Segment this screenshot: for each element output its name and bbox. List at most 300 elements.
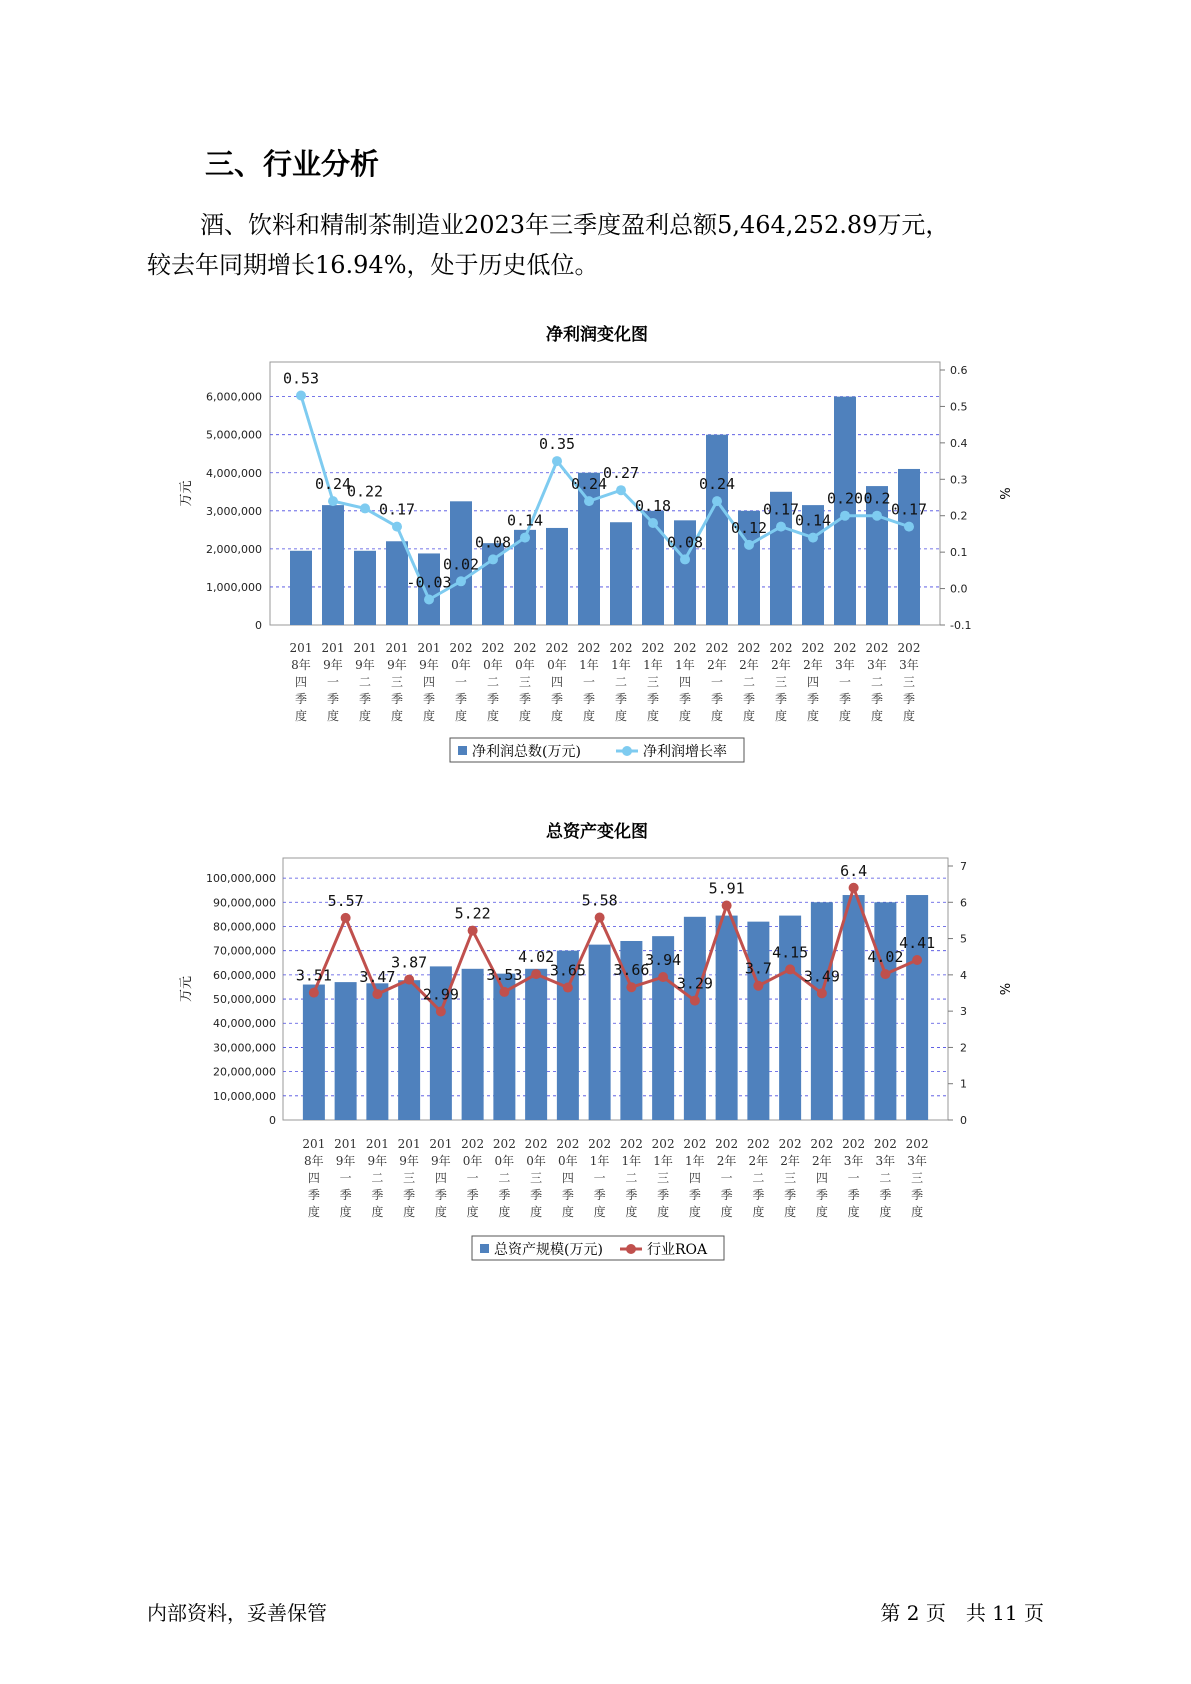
profit-line-point bbox=[360, 503, 370, 513]
assets-category-label: 二 bbox=[879, 1171, 892, 1185]
assets-y2-axis-label: % bbox=[996, 982, 1011, 996]
profit-category-label: 度 bbox=[390, 709, 404, 723]
assets-category-label: 季 bbox=[593, 1188, 606, 1202]
profit-line-point bbox=[328, 496, 338, 506]
assets-category-label: 度 bbox=[371, 1205, 384, 1219]
assets-y2-tick-label: 3 bbox=[960, 1005, 967, 1019]
assets-line-point bbox=[499, 987, 509, 997]
assets-data-label: 5.58 bbox=[581, 891, 618, 910]
profit-data-label: 0.14 bbox=[794, 511, 832, 530]
assets-line-point bbox=[626, 982, 636, 992]
profit-data-label: 0.08 bbox=[666, 533, 704, 552]
profit-category-label: 二 bbox=[742, 675, 756, 689]
profit-data-label: 0.35 bbox=[538, 435, 576, 454]
profit-category-label: 季 bbox=[582, 692, 596, 706]
profit-category-label: 202 bbox=[577, 641, 601, 655]
profit-bar bbox=[290, 551, 312, 625]
profit-category-label: 202 bbox=[897, 641, 921, 655]
profit-category-label: 1年 bbox=[611, 658, 631, 672]
profit-category-label: 二 bbox=[614, 675, 628, 689]
assets-category-label: 四 bbox=[815, 1171, 828, 1185]
assets-y2-tick-label: 6 bbox=[960, 896, 967, 910]
profit-bar bbox=[898, 469, 920, 625]
profit-y2-axis-label: % bbox=[996, 487, 1011, 500]
profit-category-label: 202 bbox=[801, 641, 825, 655]
assets-y-tick-label: 100,000,000 bbox=[206, 872, 276, 886]
assets-category-label: 202 bbox=[683, 1137, 707, 1151]
assets-category-label: 202 bbox=[556, 1137, 580, 1151]
assets-y-tick-label: 40,000,000 bbox=[213, 1017, 276, 1031]
assets-category-label: 二 bbox=[498, 1171, 511, 1185]
assets-category-label: 201 bbox=[365, 1137, 389, 1151]
profit-category-label: 季 bbox=[774, 692, 788, 706]
assets-line-point bbox=[785, 964, 795, 974]
profit-category-label: 201 bbox=[385, 641, 409, 655]
profit-y-tick-label: 3,000,000 bbox=[206, 504, 262, 518]
footer-confidential: 内部资料，妥善保管 bbox=[147, 1601, 327, 1625]
assets-data-label: 3.87 bbox=[391, 953, 428, 972]
assets-category-label: 0年 bbox=[462, 1154, 483, 1168]
profit-category-label: 202 bbox=[833, 641, 857, 655]
assets-line-point bbox=[372, 989, 382, 999]
profit-category-label: 8年 bbox=[291, 658, 311, 672]
assets-category-label: 季 bbox=[403, 1188, 416, 1202]
profit-category-label: 季 bbox=[390, 692, 404, 706]
profit-y2-tick-label: 0.2 bbox=[950, 509, 968, 523]
assets-legend-line-label: 行业ROA bbox=[647, 1242, 708, 1258]
profit-category-label: 季 bbox=[486, 692, 500, 706]
assets-category-label: 度 bbox=[561, 1205, 574, 1219]
profit-bar bbox=[610, 522, 632, 625]
profit-category-label: 一 bbox=[710, 675, 724, 689]
profit-data-label: 0.24 bbox=[314, 475, 352, 494]
profit-data-label: 0.24 bbox=[698, 475, 736, 494]
profit-y-axis-label: 万元 bbox=[179, 480, 194, 507]
assets-legend-line-marker bbox=[626, 1244, 636, 1254]
assets-category-label: 季 bbox=[530, 1188, 543, 1202]
assets-line-point bbox=[309, 988, 319, 998]
assets-category-label: 季 bbox=[434, 1188, 447, 1202]
profit-category-label: 度 bbox=[614, 709, 628, 723]
assets-bar bbox=[398, 980, 420, 1120]
assets-category-label: 季 bbox=[879, 1188, 892, 1202]
assets-category-label: 202 bbox=[492, 1137, 516, 1151]
assets-category-label: 四 bbox=[561, 1171, 574, 1185]
profit-line-point bbox=[744, 540, 754, 550]
assets-category-label: 一 bbox=[339, 1171, 352, 1185]
assets-bar bbox=[335, 982, 357, 1120]
assets-category-label: 四 bbox=[688, 1171, 701, 1185]
assets-line-point bbox=[658, 972, 668, 982]
profit-bar bbox=[546, 528, 568, 625]
assets-category-label: 度 bbox=[530, 1205, 543, 1219]
assets-category-label: 度 bbox=[403, 1205, 416, 1219]
profit-category-label: 三 bbox=[774, 675, 788, 689]
assets-category-label: 9年 bbox=[367, 1154, 388, 1168]
assets-legend-bar-swatch bbox=[480, 1244, 489, 1253]
profit-line-point bbox=[520, 533, 530, 543]
assets-category-label: 度 bbox=[657, 1205, 670, 1219]
assets-category-label: 度 bbox=[847, 1205, 860, 1219]
profit-category-label: 0年 bbox=[515, 658, 535, 672]
profit-category-label: 2年 bbox=[707, 658, 727, 672]
assets-data-label: 4.15 bbox=[772, 943, 809, 962]
profit-line-point bbox=[712, 496, 722, 506]
profit-data-label: 0.02 bbox=[442, 555, 480, 574]
assets-y-tick-label: 90,000,000 bbox=[213, 896, 276, 910]
assets-y-axis-label: 万元 bbox=[179, 975, 194, 1003]
assets-category-label: 季 bbox=[307, 1188, 320, 1202]
assets-line-point bbox=[912, 955, 922, 965]
profit-category-label: 201 bbox=[353, 641, 377, 655]
assets-category-label: 0年 bbox=[526, 1154, 546, 1168]
assets-y2-tick-label: 2 bbox=[960, 1041, 967, 1055]
profit-data-label: 0.27 bbox=[602, 464, 640, 483]
assets-category-label: 1年 bbox=[685, 1154, 705, 1168]
assets-y2-tick-label: 7 bbox=[960, 860, 967, 873]
profit-category-label: 202 bbox=[769, 641, 793, 655]
assets-category-label: 202 bbox=[905, 1137, 929, 1151]
assets-line-point bbox=[563, 983, 573, 993]
assets-category-label: 3年 bbox=[843, 1154, 864, 1168]
profit-category-label: 1年 bbox=[675, 658, 695, 672]
assets-category-label: 201 bbox=[334, 1137, 358, 1151]
profit-category-label: 202 bbox=[705, 641, 729, 655]
assets-category-label: 9年 bbox=[335, 1154, 356, 1168]
assets-y-tick-label: 70,000,000 bbox=[213, 944, 276, 958]
profit-data-label: 0.24 bbox=[570, 475, 608, 494]
profit-line-point bbox=[648, 518, 658, 528]
profit-data-label: -0.03 bbox=[406, 573, 452, 592]
assets-line-point bbox=[595, 913, 605, 923]
assets-chart-title: 总资产变化图 bbox=[546, 822, 648, 842]
profit-y2-tick-label: 0.1 bbox=[950, 546, 968, 560]
profit-line-point bbox=[680, 554, 690, 564]
assets-category-label: 四 bbox=[307, 1171, 320, 1185]
profit-category-label: 季 bbox=[454, 692, 468, 706]
assets-y-tick-label: 80,000,000 bbox=[213, 920, 276, 934]
assets-data-label: 4.02 bbox=[518, 948, 555, 967]
profit-data-label: 0.17 bbox=[890, 500, 928, 519]
profit-category-label: 四 bbox=[422, 675, 436, 689]
profit-category-label: 度 bbox=[710, 709, 724, 723]
assets-category-label: 度 bbox=[625, 1205, 638, 1219]
profit-data-label: 0.17 bbox=[378, 500, 416, 519]
profit-line-point bbox=[840, 511, 850, 521]
assets-category-label: 202 bbox=[651, 1137, 675, 1151]
assets-line-point bbox=[880, 969, 890, 979]
assets-category-label: 202 bbox=[746, 1137, 770, 1151]
assets-category-label: 度 bbox=[752, 1205, 765, 1219]
profit-category-label: 度 bbox=[742, 709, 756, 723]
assets-category-label: 1年 bbox=[653, 1154, 673, 1168]
assets-data-label: 5.91 bbox=[708, 879, 745, 898]
profit-legend-bar-label: 净利润总数(万元) bbox=[472, 744, 581, 760]
assets-line-point bbox=[690, 996, 700, 1006]
profit-legend-line-marker bbox=[622, 746, 632, 756]
assets-category-label: 1年 bbox=[621, 1154, 642, 1168]
assets-category-label: 季 bbox=[815, 1188, 828, 1202]
profit-category-label: 0年 bbox=[451, 658, 471, 672]
assets-category-label: 度 bbox=[339, 1205, 352, 1219]
assets-bar bbox=[589, 945, 611, 1120]
profit-category-label: 二 bbox=[486, 675, 500, 689]
profit-category-label: 三 bbox=[390, 675, 404, 689]
assets-category-label: 9年 bbox=[399, 1154, 419, 1168]
assets-category-label: 度 bbox=[434, 1205, 447, 1219]
profit-line-point bbox=[488, 554, 498, 564]
profit-category-label: 四 bbox=[550, 675, 564, 689]
assets-y-tick-label: 20,000,000 bbox=[213, 1065, 276, 1079]
assets-category-label: 202 bbox=[619, 1137, 643, 1151]
profit-category-label: 202 bbox=[737, 641, 761, 655]
assets-category-label: 度 bbox=[593, 1205, 606, 1219]
profit-category-label: 3年 bbox=[835, 658, 855, 672]
assets-category-label: 度 bbox=[815, 1205, 828, 1219]
profit-category-label: 度 bbox=[454, 709, 468, 723]
profit-category-label: 度 bbox=[582, 709, 596, 723]
profit-category-label: 季 bbox=[326, 692, 340, 706]
profit-category-label: 2年 bbox=[739, 658, 759, 672]
paragraph-line-1: 酒、饮料和精制茶制造业2023年三季度盈利总额5,464,252.89万元， bbox=[200, 211, 950, 239]
assets-category-label: 8年 bbox=[304, 1154, 324, 1168]
profit-category-label: 201 bbox=[321, 641, 345, 655]
assets-line-point bbox=[468, 926, 478, 936]
assets-category-label: 201 bbox=[429, 1137, 453, 1151]
profit-data-label: 0.2 bbox=[863, 489, 891, 508]
assets-line-point bbox=[436, 1007, 446, 1017]
assets-category-label: 202 bbox=[842, 1137, 866, 1151]
profit-category-label: 季 bbox=[518, 692, 532, 706]
profit-data-label: 0.14 bbox=[506, 511, 544, 530]
profit-y-tick-label: 0 bbox=[255, 619, 262, 632]
profit-line-point bbox=[872, 511, 882, 521]
profit-category-label: 202 bbox=[481, 641, 505, 655]
assets-category-label: 二 bbox=[625, 1171, 638, 1185]
assets-line-point bbox=[753, 981, 763, 991]
profit-legend-bar-swatch bbox=[458, 746, 467, 755]
assets-category-label: 三 bbox=[911, 1171, 924, 1185]
assets-bar bbox=[525, 969, 547, 1120]
profit-y-tick-label: 4,000,000 bbox=[206, 466, 262, 480]
profit-y-tick-label: 1,000,000 bbox=[206, 580, 262, 594]
assets-category-label: 202 bbox=[810, 1137, 834, 1151]
assets-line-point bbox=[817, 988, 827, 998]
profit-line-point bbox=[424, 595, 434, 605]
assets-category-label: 度 bbox=[688, 1205, 701, 1219]
assets-y2-tick-label: 4 bbox=[960, 968, 967, 982]
profit-y2-tick-label: 0.6 bbox=[950, 364, 968, 377]
assets-category-label: 季 bbox=[339, 1188, 352, 1202]
profit-category-label: 季 bbox=[742, 692, 756, 706]
profit-category-label: 3年 bbox=[867, 658, 887, 672]
profit-category-label: 201 bbox=[417, 641, 441, 655]
assets-category-label: 2年 bbox=[748, 1154, 769, 1168]
profit-line-point bbox=[904, 522, 914, 532]
profit-category-label: 季 bbox=[614, 692, 628, 706]
assets-data-label: 2.99 bbox=[422, 985, 459, 1004]
assets-bar bbox=[303, 985, 325, 1120]
assets-bar bbox=[684, 917, 706, 1120]
profit-category-label: 度 bbox=[646, 709, 660, 723]
profit-bar bbox=[578, 473, 600, 625]
profit-category-label: 度 bbox=[550, 709, 564, 723]
profit-category-label: 季 bbox=[838, 692, 852, 706]
profit-category-label: 9年 bbox=[355, 658, 375, 672]
profit-category-label: 一 bbox=[838, 675, 852, 689]
profit-data-label: 0.20 bbox=[826, 489, 864, 508]
assets-y2-tick-label: 0 bbox=[960, 1114, 967, 1127]
assets-data-label: 3.53 bbox=[486, 965, 523, 984]
profit-category-label: 202 bbox=[449, 641, 473, 655]
assets-bar bbox=[366, 983, 388, 1120]
profit-line-point bbox=[456, 576, 466, 586]
assets-category-label: 三 bbox=[403, 1171, 416, 1185]
assets-category-label: 季 bbox=[847, 1188, 860, 1202]
assets-data-label: 3.47 bbox=[359, 968, 396, 987]
assets-category-label: 季 bbox=[466, 1188, 479, 1202]
profit-category-label: 三 bbox=[902, 675, 916, 689]
assets-category-label: 度 bbox=[498, 1205, 511, 1219]
assets-category-label: 三 bbox=[784, 1171, 797, 1185]
profit-category-label: 三 bbox=[518, 675, 532, 689]
assets-category-label: 202 bbox=[778, 1137, 802, 1151]
profit-category-label: 9年 bbox=[323, 658, 343, 672]
assets-category-label: 二 bbox=[371, 1171, 384, 1185]
profit-data-label: 0.18 bbox=[634, 497, 672, 515]
assets-category-label: 季 bbox=[561, 1188, 574, 1202]
profit-category-label: 202 bbox=[609, 641, 633, 655]
profit-category-label: 度 bbox=[486, 709, 500, 723]
profit-category-label: 四 bbox=[294, 675, 308, 689]
profit-category-label: 度 bbox=[358, 709, 372, 723]
profit-category-label: 季 bbox=[358, 692, 372, 706]
assets-legend-bar-label: 总资产规模(万元) bbox=[494, 1242, 603, 1258]
profit-line-point bbox=[776, 522, 786, 532]
profit-line-point bbox=[584, 496, 594, 506]
assets-line-point bbox=[722, 901, 732, 911]
footer-page-number: 第 2 页 共 11 页 bbox=[880, 1601, 1044, 1625]
profit-category-label: 季 bbox=[646, 692, 660, 706]
profit-category-label: 度 bbox=[678, 709, 692, 723]
profit-bar bbox=[322, 505, 344, 625]
profit-y-tick-label: 6,000,000 bbox=[206, 390, 262, 404]
assets-y-tick-label: 0 bbox=[269, 1114, 276, 1127]
assets-category-label: 1年 bbox=[589, 1154, 610, 1168]
profit-category-label: 度 bbox=[326, 709, 340, 723]
assets-category-label: 3年 bbox=[907, 1154, 927, 1168]
assets-category-label: 季 bbox=[657, 1188, 670, 1202]
assets-line-point bbox=[849, 883, 859, 893]
assets-category-label: 202 bbox=[715, 1137, 739, 1151]
assets-category-label: 度 bbox=[307, 1205, 320, 1219]
assets-category-label: 二 bbox=[752, 1171, 765, 1185]
assets-bar bbox=[716, 916, 738, 1120]
assets-bar bbox=[462, 969, 484, 1120]
profit-data-label: 0.12 bbox=[730, 518, 768, 537]
assets-category-label: 202 bbox=[588, 1137, 612, 1151]
profit-category-label: 季 bbox=[550, 692, 564, 706]
assets-y-tick-label: 60,000,000 bbox=[213, 968, 276, 982]
profit-y2-tick-label: 0.5 bbox=[950, 400, 968, 414]
profit-legend-line-label: 净利润增长率 bbox=[643, 744, 727, 760]
assets-category-label: 9年 bbox=[431, 1154, 451, 1168]
profit-line-point bbox=[392, 522, 402, 532]
profit-category-label: 202 bbox=[545, 641, 569, 655]
assets-data-label: 4.41 bbox=[899, 933, 936, 952]
profit-category-label: 一 bbox=[454, 675, 468, 689]
profit-category-label: 2年 bbox=[771, 658, 791, 672]
assets-category-label: 季 bbox=[784, 1188, 797, 1202]
profit-line-point bbox=[296, 391, 306, 401]
assets-y-tick-label: 50,000,000 bbox=[213, 993, 276, 1007]
assets-category-label: 201 bbox=[302, 1137, 326, 1151]
assets-category-label: 季 bbox=[625, 1188, 638, 1202]
assets-category-label: 季 bbox=[720, 1188, 733, 1202]
assets-data-label: 6.4 bbox=[840, 861, 868, 880]
profit-category-label: 季 bbox=[678, 692, 692, 706]
profit-category-label: 二 bbox=[358, 675, 372, 689]
profit-y-tick-label: 2,000,000 bbox=[206, 542, 262, 556]
profit-category-label: 度 bbox=[518, 709, 532, 723]
assets-category-label: 度 bbox=[879, 1205, 892, 1219]
assets-bar bbox=[747, 922, 769, 1120]
assets-category-label: 度 bbox=[466, 1205, 479, 1219]
assets-data-label: 3.7 bbox=[744, 959, 772, 978]
assets-category-label: 度 bbox=[784, 1205, 797, 1219]
assets-data-label: 3.29 bbox=[676, 974, 713, 993]
profit-category-label: 季 bbox=[806, 692, 820, 706]
assets-category-label: 季 bbox=[371, 1188, 384, 1202]
assets-category-label: 季 bbox=[752, 1188, 765, 1202]
profit-category-label: 9年 bbox=[419, 658, 439, 672]
assets-bar bbox=[843, 895, 865, 1120]
assets-category-label: 一 bbox=[593, 1171, 606, 1185]
assets-data-label: 3.65 bbox=[549, 961, 586, 980]
profit-bar bbox=[706, 435, 728, 625]
profit-category-label: 度 bbox=[422, 709, 436, 723]
profit-data-label: 0.53 bbox=[282, 369, 320, 388]
assets-category-label: 2年 bbox=[812, 1154, 832, 1168]
assets-category-label: 度 bbox=[720, 1205, 733, 1219]
profit-category-label: 202 bbox=[513, 641, 537, 655]
profit-category-label: 度 bbox=[902, 709, 916, 723]
profit-category-label: 度 bbox=[294, 709, 308, 723]
assets-category-label: 度 bbox=[911, 1205, 924, 1219]
assets-category-label: 202 bbox=[873, 1137, 897, 1151]
profit-y2-tick-label: 0.3 bbox=[950, 473, 968, 487]
assets-line-point bbox=[404, 975, 414, 985]
profit-category-label: 度 bbox=[806, 709, 820, 723]
profit-category-label: 202 bbox=[673, 641, 697, 655]
assets-category-label: 一 bbox=[847, 1171, 860, 1185]
profit-category-label: 202 bbox=[641, 641, 665, 655]
assets-category-label: 3年 bbox=[875, 1154, 896, 1168]
profit-category-label: 3年 bbox=[899, 658, 919, 672]
profit-category-label: 一 bbox=[326, 675, 340, 689]
assets-bar bbox=[811, 902, 833, 1120]
assets-category-label: 2年 bbox=[716, 1154, 737, 1168]
assets-bar bbox=[906, 895, 928, 1120]
assets-category-label: 四 bbox=[434, 1171, 447, 1185]
profit-category-label: 0年 bbox=[547, 658, 567, 672]
profit-category-label: 度 bbox=[774, 709, 788, 723]
profit-data-label: 0.22 bbox=[346, 482, 384, 501]
profit-category-label: 9年 bbox=[387, 658, 407, 672]
assets-category-label: 一 bbox=[466, 1171, 479, 1185]
assets-data-label: 3.66 bbox=[613, 961, 650, 980]
profit-y2-tick-label: -0.1 bbox=[950, 619, 972, 632]
